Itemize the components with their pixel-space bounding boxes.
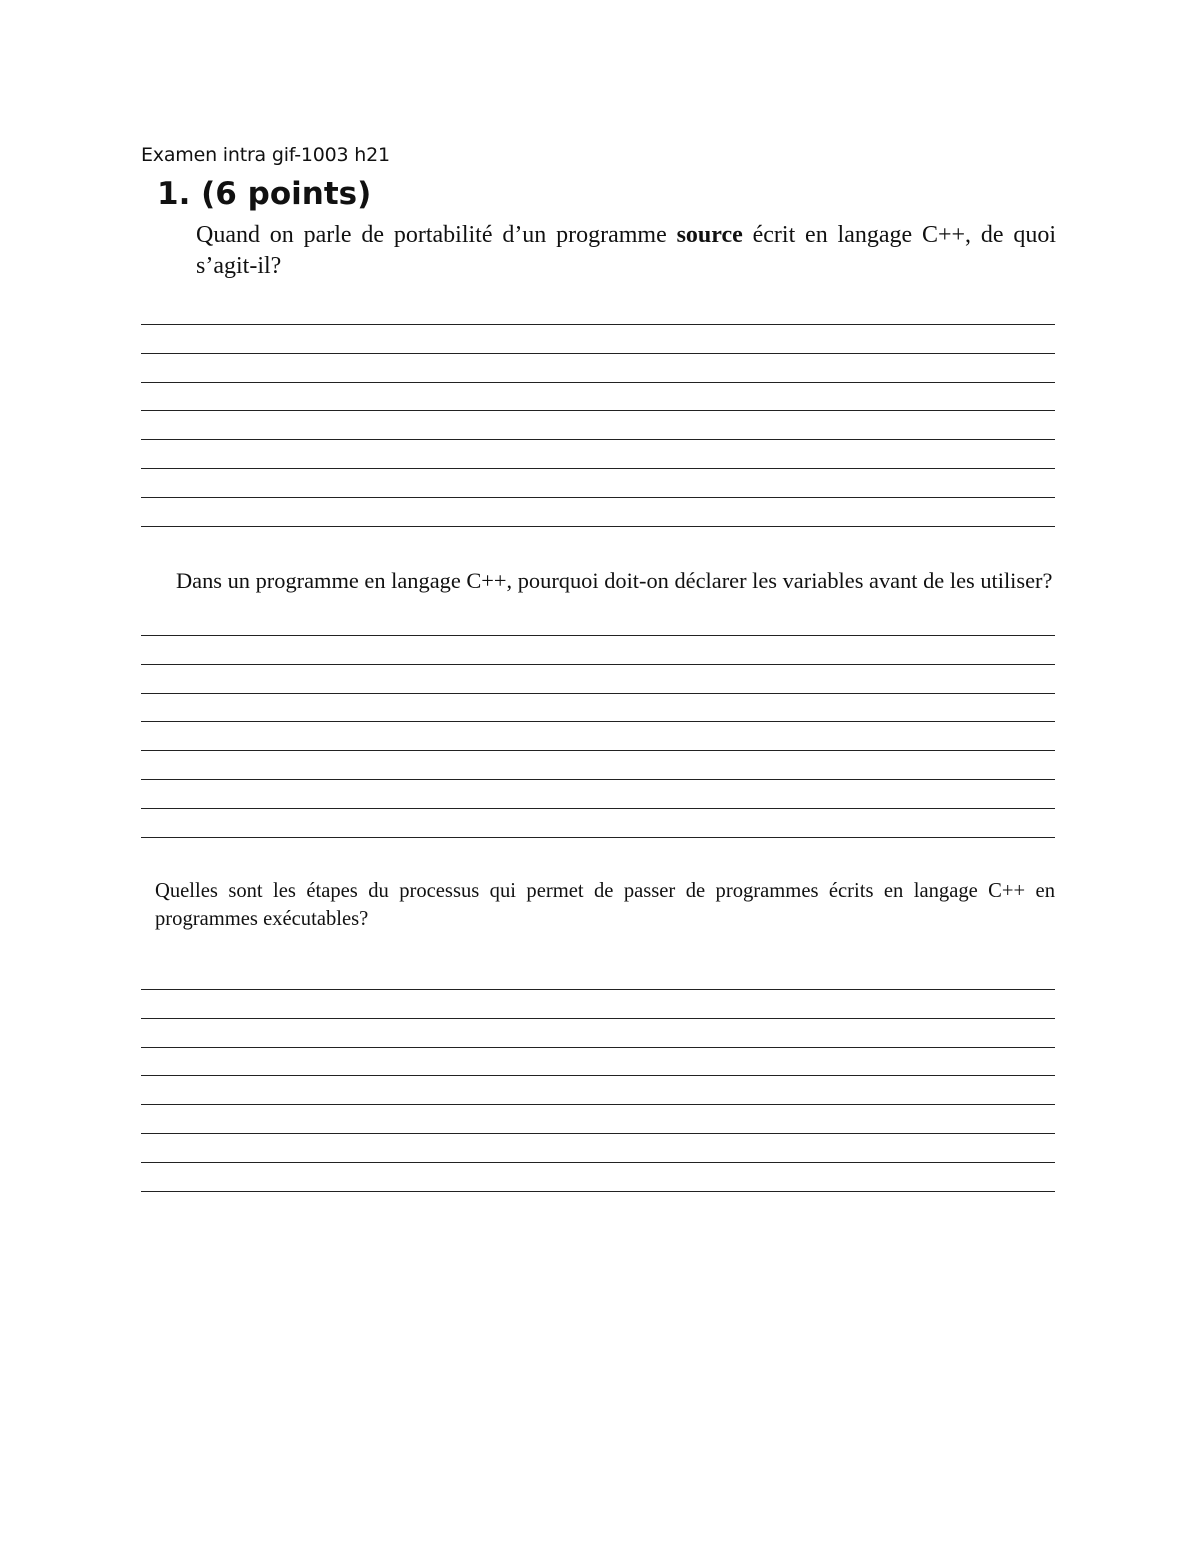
answer-line[interactable] xyxy=(141,324,1055,325)
prompt-text: écrit en langage C++, de quoi s’agit-il? xyxy=(196,222,1057,279)
answer-line[interactable] xyxy=(141,837,1055,838)
answer-line[interactable] xyxy=(141,635,1055,636)
answer-line[interactable] xyxy=(141,1191,1055,1192)
answer-line[interactable] xyxy=(141,526,1055,527)
answer-line[interactable] xyxy=(141,468,1055,469)
answer-line[interactable] xyxy=(141,410,1055,411)
answer-area-3[interactable] xyxy=(141,989,1055,1193)
question-prompt-compile-steps: Quelles sont les étapes du processus qui permet de passer de programmes écrits en langage C++ en programmes exécutables? xyxy=(155,880,1055,930)
answer-line[interactable] xyxy=(141,382,1055,383)
answer-line[interactable] xyxy=(141,808,1055,809)
answer-area-1[interactable] xyxy=(141,324,1055,528)
answer-line[interactable] xyxy=(141,989,1055,990)
answer-line[interactable] xyxy=(141,353,1055,354)
question-prompt-portability xyxy=(196,220,1056,282)
answer-line[interactable] xyxy=(141,693,1055,694)
exam-header: Examen intra gif-1003 h21 xyxy=(141,144,390,166)
prompt-text: Quand on parle de portabilité d’un programme xyxy=(196,222,677,248)
answer-line[interactable] xyxy=(141,1047,1055,1048)
question-number-points: 1. (6 points) xyxy=(157,176,372,212)
answer-area-2[interactable] xyxy=(141,635,1055,839)
answer-line[interactable] xyxy=(141,1133,1055,1134)
answer-line[interactable] xyxy=(141,1104,1055,1105)
answer-line[interactable] xyxy=(141,497,1055,498)
answer-line[interactable] xyxy=(141,1162,1055,1163)
answer-line[interactable] xyxy=(141,664,1055,665)
answer-line[interactable] xyxy=(141,1075,1055,1076)
answer-line[interactable] xyxy=(141,750,1055,751)
prompt-bold-word: source xyxy=(676,222,743,248)
answer-line[interactable] xyxy=(141,779,1055,780)
question-prompt-declare-variables: Dans un programme en langage C++, pourquoi doit-on déclarer les variables avant de les utiliser? xyxy=(176,568,1053,593)
answer-line[interactable] xyxy=(141,721,1055,722)
answer-line[interactable] xyxy=(141,439,1055,440)
answer-line[interactable] xyxy=(141,1018,1055,1019)
